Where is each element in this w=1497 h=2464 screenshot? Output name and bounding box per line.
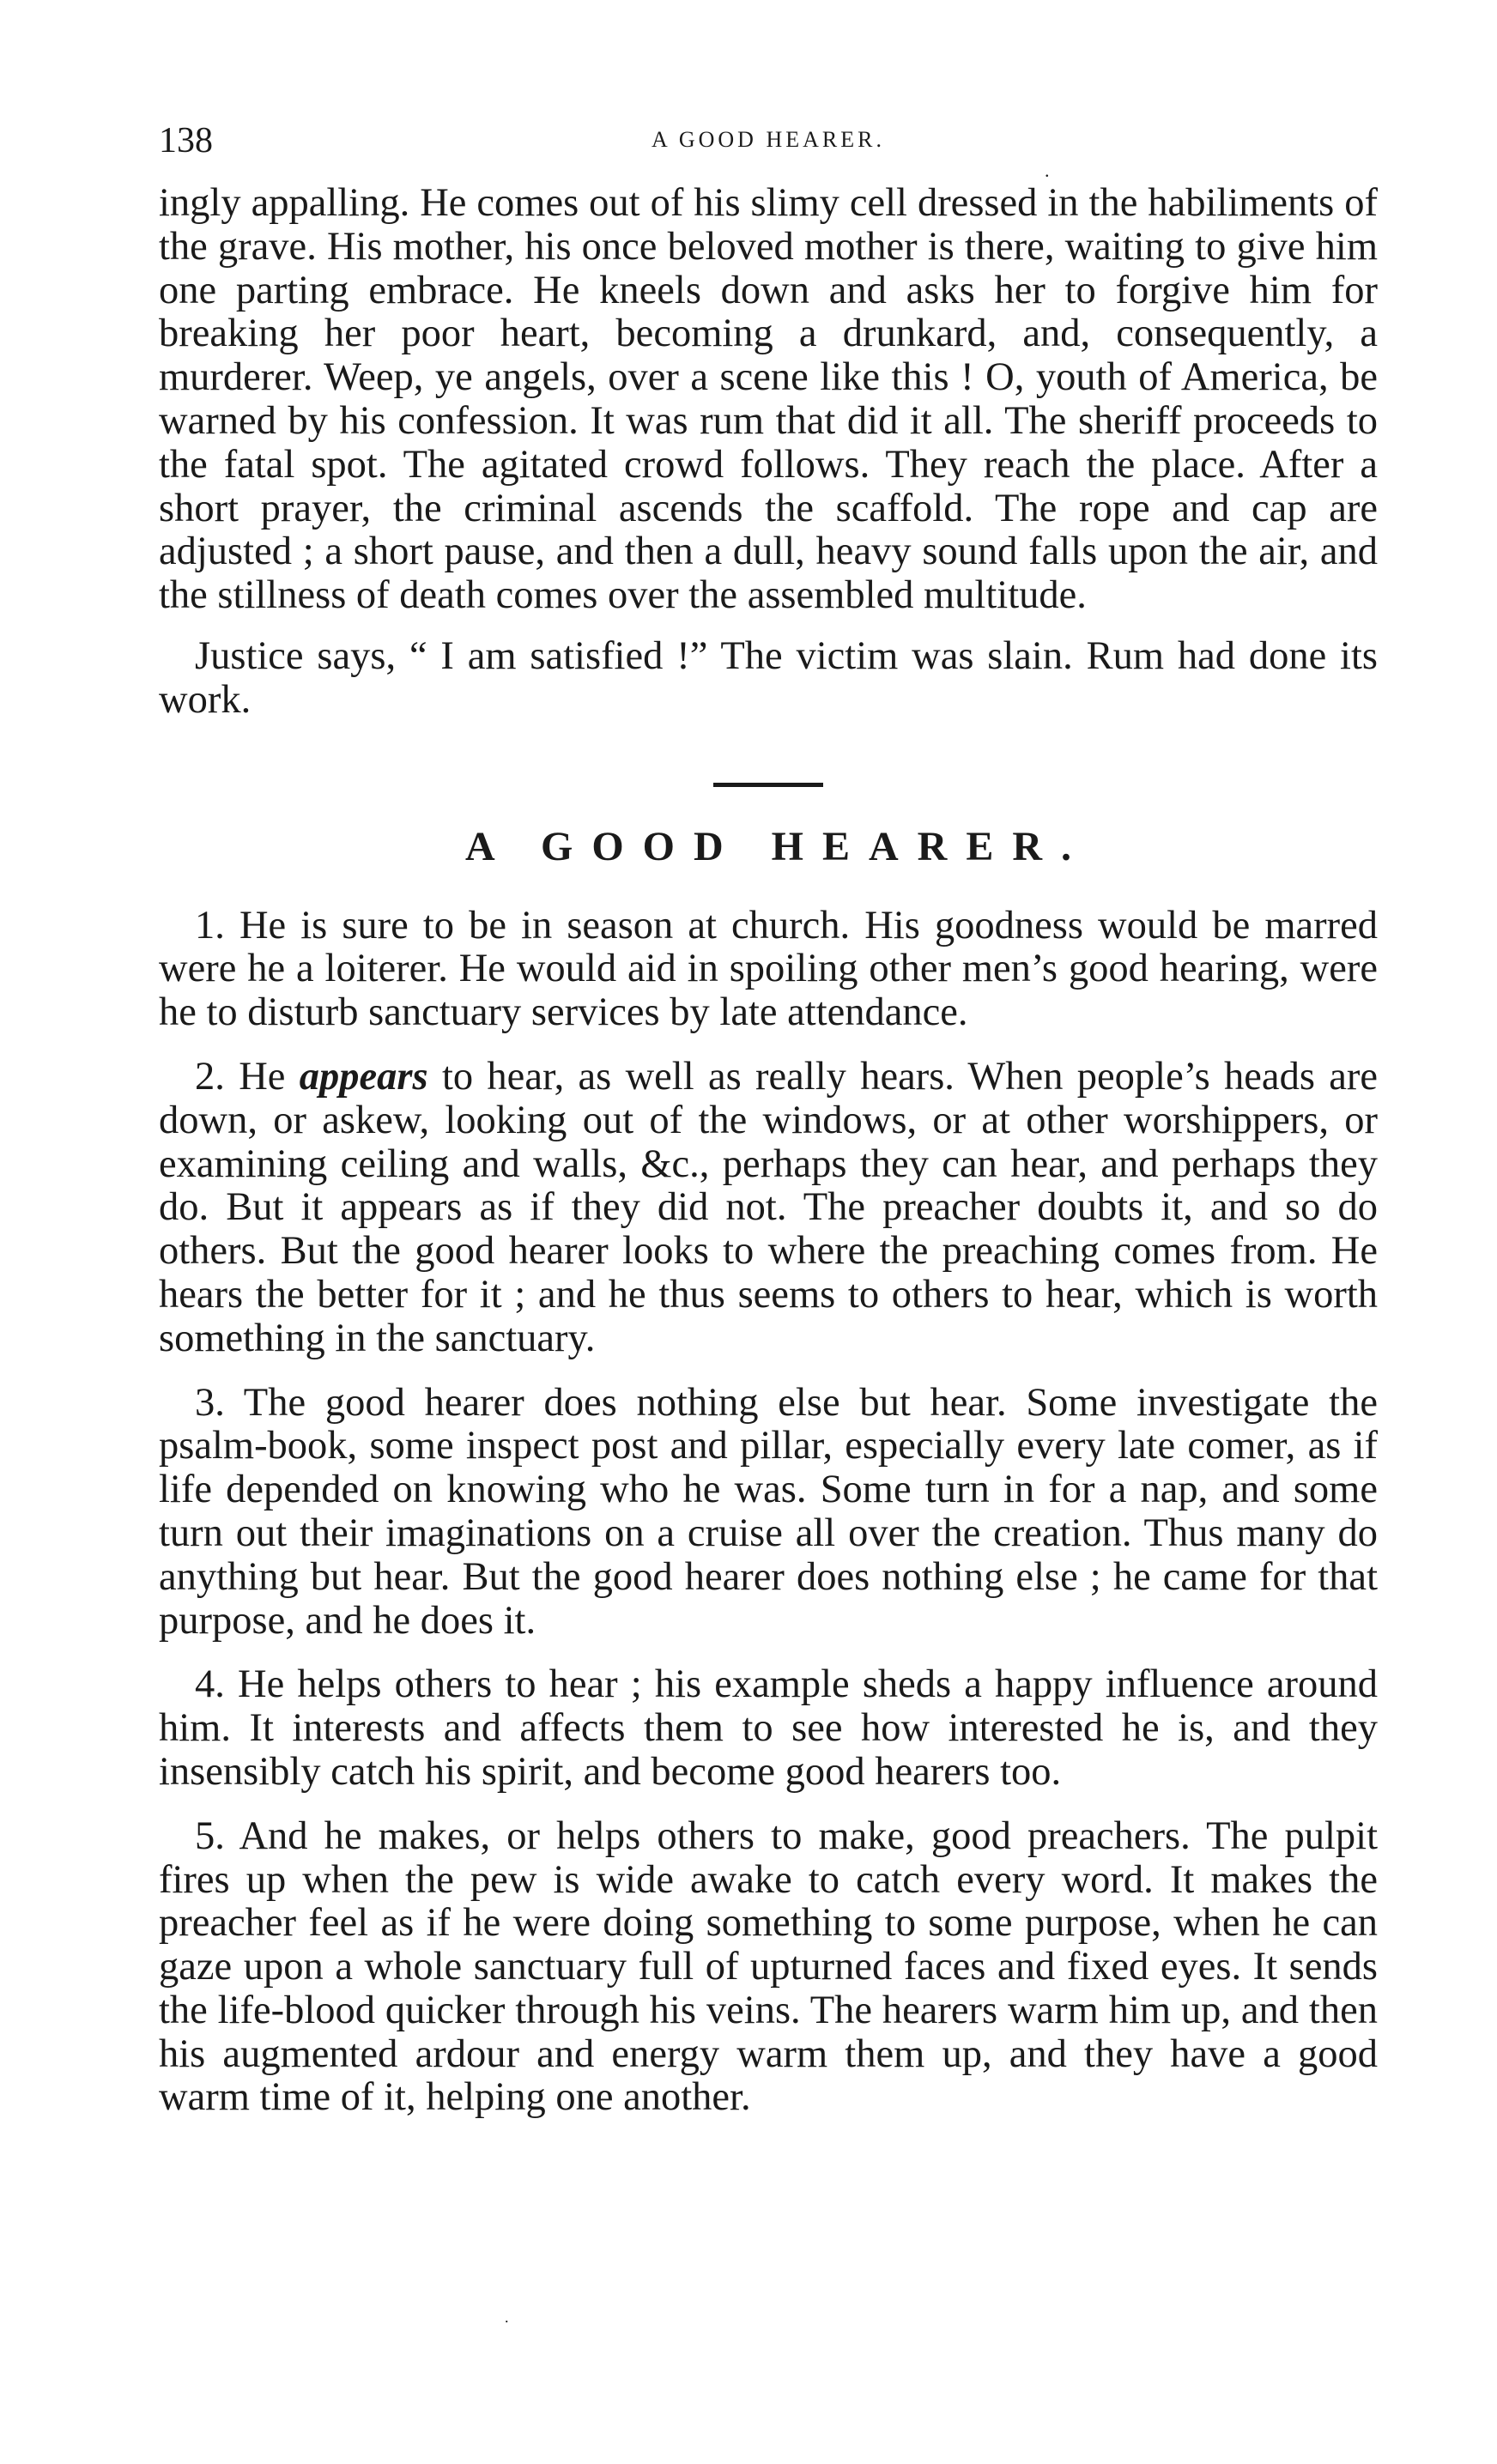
section-divider bbox=[713, 783, 823, 787]
paragraph-emphasis: appears bbox=[299, 1054, 428, 1099]
paragraph-number: 3. bbox=[195, 1380, 225, 1425]
paragraph-number: 5. bbox=[195, 1813, 225, 1858]
section-title: A GOOD HEARER. bbox=[464, 823, 1091, 869]
paragraph-text: He is sure to be in season at church. His goodness would be marred were he a loiterer. He would aid in spoiling other men’s good hearing, were he to disturb sanctuary services by late attendance. bbox=[159, 903, 1378, 1035]
numbered-paragraph-5 bbox=[159, 1815, 1378, 2121]
numbered-paragraph-2 bbox=[159, 1056, 1378, 1361]
paragraph-text: He helps others to hear ; his example sheds a happy influence around him. It interests and affects them to see how interested he is, and they insensibly catch his spirit, and become good hearers too. bbox=[159, 1662, 1379, 1794]
header-ornament: . bbox=[1045, 160, 1050, 181]
paragraph-number: 1. bbox=[195, 903, 225, 947]
paragraph-lead: He bbox=[239, 1054, 286, 1099]
numbered-paragraph-3 bbox=[159, 1382, 1378, 1644]
page-header bbox=[159, 120, 1378, 181]
numbered-paragraph-4 bbox=[159, 1663, 1378, 1794]
page bbox=[159, 120, 1378, 2120]
page-number: 138 bbox=[159, 121, 213, 160]
numbered-paragraph-1 bbox=[159, 905, 1378, 1035]
opening-paragraph: ingly appalling. He comes out of his slimy cell dressed in the habiliments of the grave. His mother, his once beloved mother is there, waiting to give him one parting embrace. He kneels down and asks her to forgive him for breaking her poor heart, becoming a drunkard, and, consequently, a murderer. Weep, ye angels, over a scene like this ! O, youth of America, be warned by his confession. It was rum that did it all. The sheriff proceeds to the fatal spot. The agitated crowd follows. They reach the place. After a short prayer, the criminal ascends the scaffold. The rope and cap are adjusted ; a short pause, and then a dull, heavy sound falls upon the air, and the stillness of death comes over the assembled multitude. bbox=[159, 181, 1378, 618]
closing-paragraph: Justice says, “ I am satisfied !” The victim was slain. Rum had done its work. bbox=[159, 633, 1378, 722]
paragraph-number: 4. bbox=[195, 1662, 225, 1707]
paragraph-text: to hear, as well as really hears. When people’s heads are down, or askew, looking out of the windows, or at other worshippers, or examining ceiling and walls, &c., perhaps they can hear, and perhaps they do. But it appears as if they did not. The preacher doubts it, and so do others. But the good hearer looks to where the preaching comes from. He hears the better for it ; and he thus seems to others to hear, which is worth something in the sanctuary. bbox=[159, 1054, 1379, 1360]
paragraph-text: The good hearer does nothing else but hear. Some investigate the psalm-book, some inspect post and pillar, especially every late comer, as if life depended on knowing who he was. Some turn in for a nap, and some turn out their imaginations on a cruise all over the creation. Thus many do anything but hear. But the good hearer does nothing else ; he came for that purpose, and he does it. bbox=[159, 1380, 1378, 1643]
paragraph-text: And he makes, or helps others to make, good preachers. The pulpit fires up when the pew is wide awake to catch every word. It makes the preacher feel as if he were doing something to some purpose, when he can gaze upon a whole sanctuary full of upturned faces and fixed eyes. It sends the life-blood quicker through his veins. The hearers warm him up, and then his augmented ardour and energy warm them up, and they have a good warm time of it, helping one another. bbox=[159, 1813, 1378, 2120]
paragraph-number: 2. bbox=[195, 1054, 225, 1099]
running-head: A GOOD HEARER. bbox=[652, 127, 885, 152]
footer-ornament: . bbox=[505, 2309, 509, 2326]
